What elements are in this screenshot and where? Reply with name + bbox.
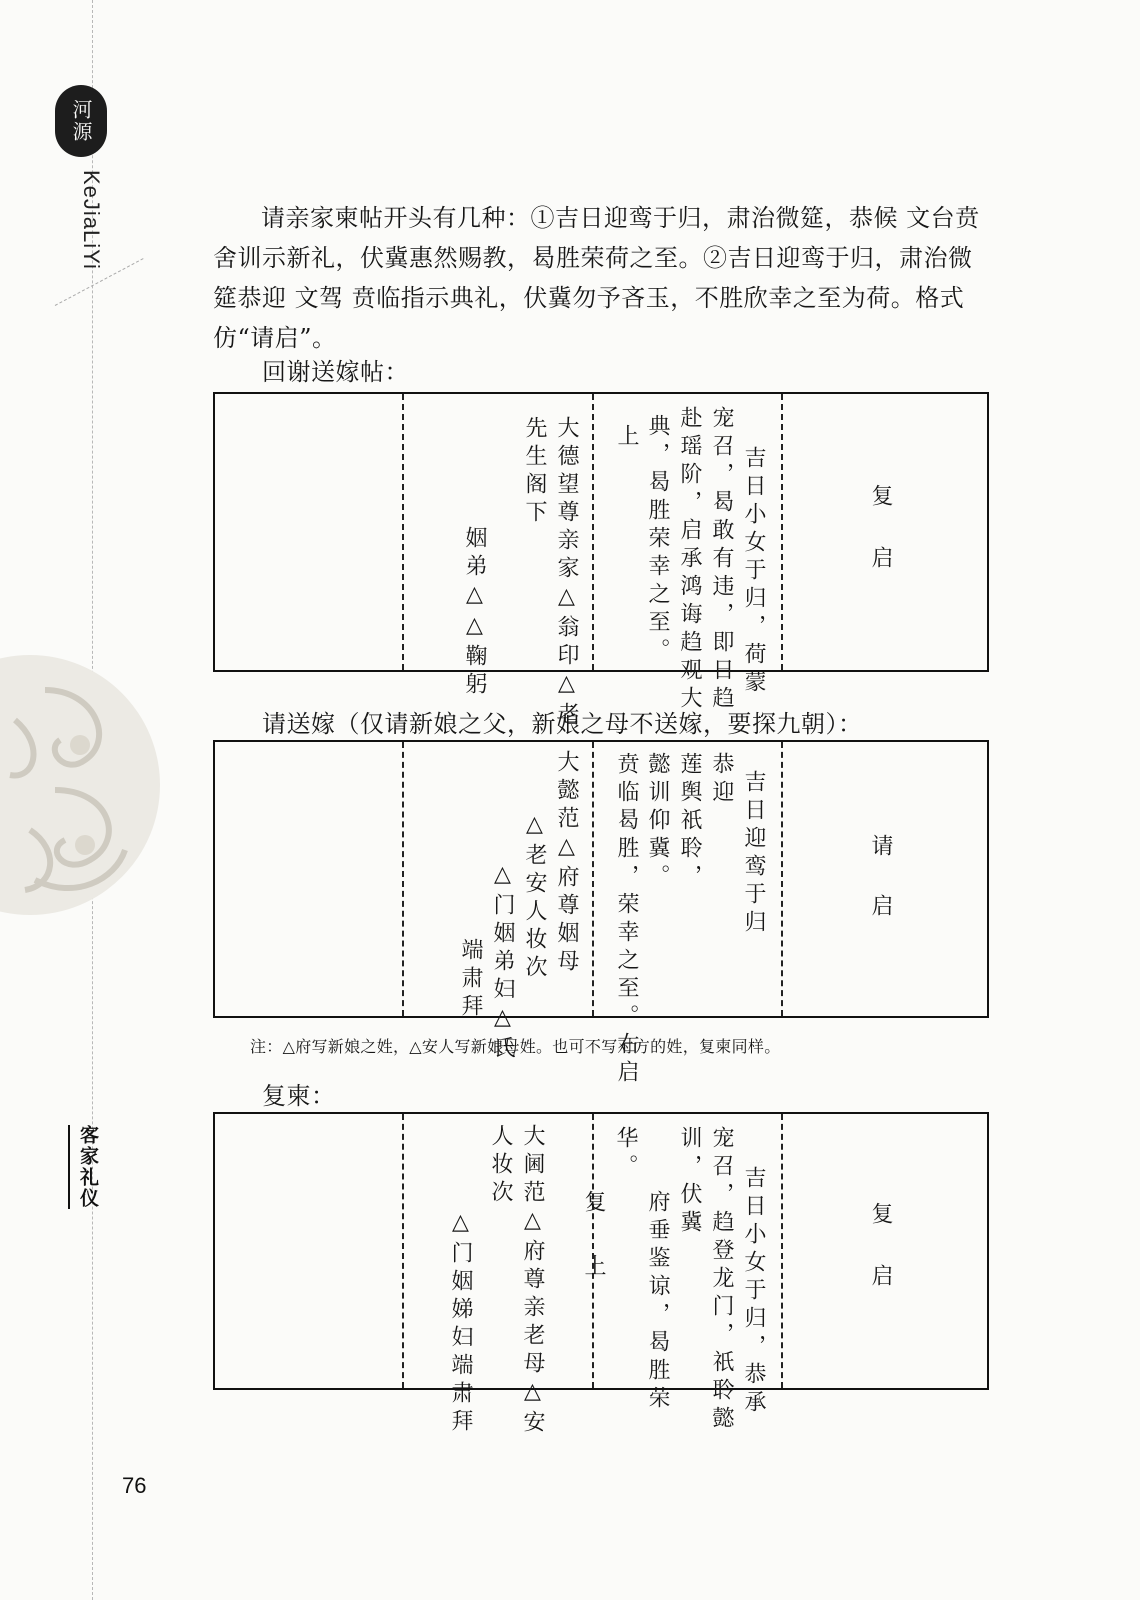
addressee-column: 端肃拜	[458, 938, 483, 1022]
body-column: 莲舆祇聆，	[677, 752, 702, 892]
section-heading: 回谢送嫁帖：	[262, 358, 409, 386]
body-column: 吉日小女于归，荷蒙	[741, 446, 766, 698]
header-char: 请	[868, 834, 893, 856]
column-divider	[402, 1114, 404, 1388]
addressee-column: 大德望尊亲家△翁印△老	[554, 416, 579, 730]
column-divider	[781, 394, 783, 670]
addressee-column: 先生阁下	[522, 416, 547, 528]
column-divider	[402, 394, 404, 670]
body-column: 宠召，曷敢有违，即日趋	[709, 406, 734, 714]
body-column: 懿训仰冀。	[645, 752, 670, 892]
body-column: 贲临曷胜，荣幸之至。右启	[614, 752, 639, 1088]
cloud-ornament-icon	[0, 650, 165, 920]
signature-column: △门姻娣妇端肃拜	[448, 1210, 473, 1437]
body-column: 上	[614, 424, 639, 452]
body-column: 宠召，趋登龙门，祇聆懿	[709, 1126, 734, 1434]
header-char: 复	[868, 484, 893, 506]
body-column: 典，曷胜荣幸之至。	[645, 414, 670, 666]
page-number: 76	[122, 1473, 147, 1498]
body-column: 复	[581, 1190, 606, 1218]
body-column: 华。	[613, 1126, 638, 1182]
letter-table-3	[213, 1112, 989, 1438]
header-char: 启	[868, 1264, 893, 1286]
body-column: 吉日迎鸾于归	[741, 770, 766, 938]
column-divider	[592, 1114, 594, 1388]
header-char: 启	[868, 894, 893, 916]
column-divider	[402, 742, 404, 1016]
seal-logo: 河源	[55, 85, 107, 157]
section-heading: 复柬：	[262, 1082, 336, 1110]
body-column: 府垂鉴谅，曷胜荣	[645, 1190, 670, 1414]
body-column: 吉日小女于归，恭承	[741, 1166, 766, 1418]
signature-column: 姻弟△△鞠躬	[462, 526, 487, 700]
header-char: 复	[868, 1202, 893, 1224]
column-divider	[592, 394, 594, 670]
body-column: 赴瑶阶，启承鸿诲趋观大	[677, 406, 702, 714]
body-column: 上	[581, 1254, 606, 1282]
addressee-column: 大阃范△府尊亲老母△安	[520, 1124, 545, 1438]
section-heading: 请送嫁（仅请新娘之父，新娘之母不送嫁，要探九朝）：	[262, 710, 863, 738]
addressee-column: △门姻弟妇△氏	[490, 862, 515, 1064]
series-title-roman: KeJiaLiYi	[79, 170, 104, 270]
body-column: 恭迎	[709, 752, 734, 808]
footnote: 注：△府写新娘之姓，△安人写新娘母姓。也可不写对方的姓，复柬同样。	[250, 1037, 781, 1056]
body-column: 训，伏冀	[677, 1126, 702, 1238]
addressee-column: 人妆次	[488, 1124, 513, 1208]
column-divider	[592, 742, 594, 1016]
header-char: 启	[868, 546, 893, 568]
side-chapter-label: 客家礼仪	[68, 1125, 101, 1209]
column-divider	[781, 1114, 783, 1388]
addressee-column: △老安人妆次	[522, 812, 547, 983]
column-divider	[781, 742, 783, 1016]
addressee-column: 大懿范△府尊姻母	[554, 750, 579, 977]
intro-paragraph: 请亲家柬帖开头有几种：①吉日迎鸾于归，肃治微筵，恭候 文台贲舍训示新礼，伏冀惠然赐教，曷胜荣荷之至。②吉日迎鸾于归，肃治微筵恭迎 文驾 贲临指示典礼，伏冀勿予吝玉，不胜欣幸之至为荷。格式仿“请启”。	[213, 204, 980, 352]
